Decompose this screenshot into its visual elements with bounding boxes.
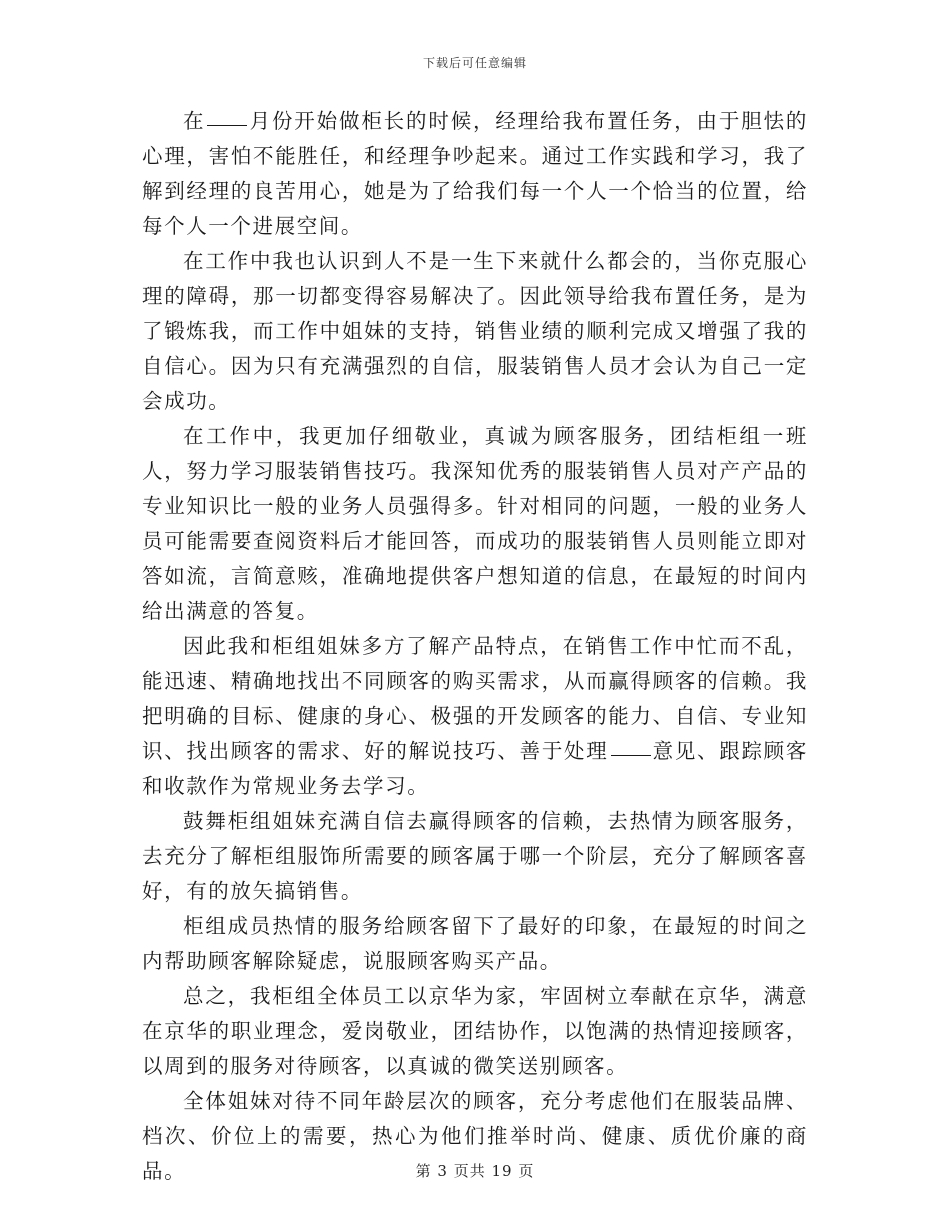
paragraph-8: 全体姐妹对待不同年龄层次的顾客，充分考虑他们在服装品牌、档次、价位上的需要，热心为他们推举时尚、健康、质优价廉的商品。 (142, 1089, 808, 1183)
paragraph-7: 总之，我柜组全体员工以京华为家，牢固树立奉献在京华，满意在京华的职业理念，爱岗敬业，团结协作，以饱满的热情迎接顾客，以周到的服务对待顾客，以真诚的微笑送别顾客。 (142, 984, 808, 1078)
paragraph-4 (142, 629, 808, 804)
paragraph-4-after-blank: 意见、跟踪顾客和收款作为常规业务去学习。 (142, 739, 808, 798)
paragraph-1-after-blank: 月份开始做柜长的时候，经理给我布置任务，由于胆怯的心理，害怕不能胜任，和经理争吵起来。通过工作实践和学习，我了解到经理的良苦用心，她是为了给我们每一个人一个恰当的位置，给每个人一个进展空间。 (142, 109, 809, 238)
document-body (142, 104, 808, 1189)
paragraph-3: 在工作中，我更加仔细敬业，真诚为顾客服务，团结柜组一班人，努力学习服装销售技巧。我深知优秀的服装销售人员对产产品的专业知识比一般的业务人员强得多。针对相同的问题，一般的业务人员可能需要查阅资料后才能回答，而成功的服装销售人员则能立即对答如流，言简意赅，准确地提供客户想知道的信息，在最短的时间内给出满意的答复。 (142, 424, 808, 623)
paragraph-1-before-blank: 在 (183, 109, 206, 133)
paragraph-4-before-blank: 因此我和柜组姐妹多方了解产品特点，在销售工作中忙而不乱，能迅速、精确地找出不同顾客的购买需求，从而赢得顾客的信赖。我把明确的目标、健康的身心、极强的开发顾客的能力、自信、专业知识、找出顾客的需求、好的解说技巧、善于处理 (142, 634, 808, 763)
paragraph-2: 在工作中我也认识到人不是一生下来就什么都会的，当你克服心理的障碍，那一切都变得容易解决了。因此领导给我布置任务，是为了锻炼我，而工作中姐妹的支持，销售业绩的顺利完成又增强了我的自信心。因为只有充满强烈的自信，服装销售人员才会认为自己一定会成功。 (142, 249, 808, 413)
fill-in-blank (611, 754, 651, 756)
paragraph-6: 柜组成员热情的服务给顾客留下了最好的印象，在最短的时间之内帮助顾客解除疑虑，说服顾客购买产品。 (142, 914, 808, 973)
page-header: 下载后可任意编辑 (422, 56, 527, 70)
page-number-footer: 第 3 页共 19 页 (415, 1162, 535, 1180)
paragraph-5: 鼓舞柜组姐妹充满自信去赢得顾客的信赖，去热情为顾客服务，去充分了解柜组服饰所需要的顾客属于哪一个阶层，充分了解顾客喜好，有的放矢搞销售。 (142, 809, 808, 903)
fill-in-blank (207, 124, 247, 126)
paragraph-1 (142, 104, 808, 244)
